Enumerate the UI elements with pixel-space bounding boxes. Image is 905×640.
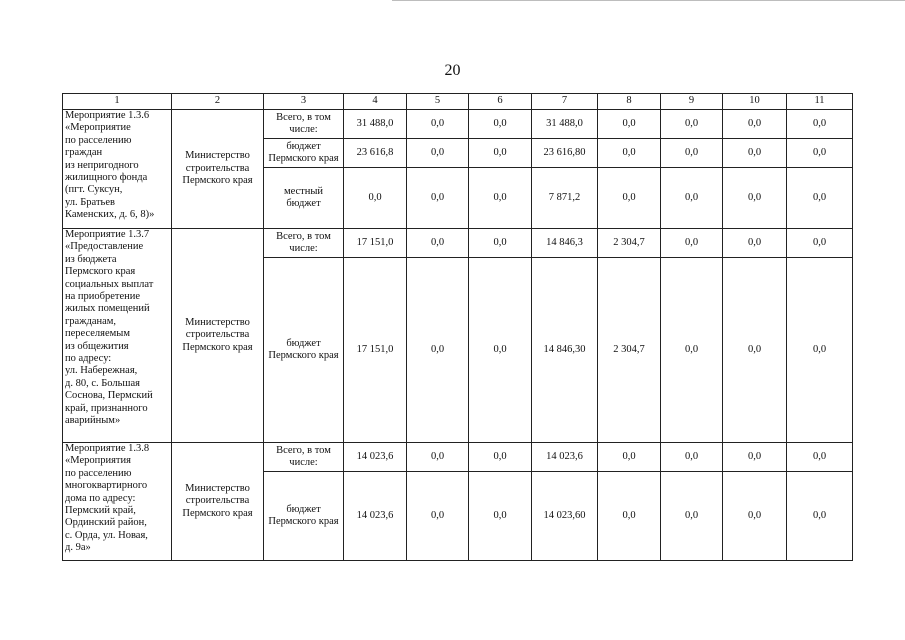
value-cell: 0,0 bbox=[407, 110, 469, 139]
executor-cell: Министерство строительства Пермского края bbox=[172, 443, 264, 561]
value-cell: 0,0 bbox=[598, 443, 661, 472]
funding-source-cell: бюджет Пермского края bbox=[264, 472, 344, 561]
value-cell: 0,0 bbox=[787, 472, 853, 561]
event-cell: Мероприятие 1.3.8 «Мероприятия по расселению многоквартирного дома по адресу: Пермский край, Ординский район, с. Орда, ул. Новая, д. 9а» bbox=[63, 443, 172, 561]
header-cell: 8 bbox=[598, 94, 661, 110]
value-cell: 14 846,30 bbox=[532, 258, 598, 443]
funding-source-cell: Всего, в том числе: bbox=[264, 229, 344, 258]
funding-source-cell: Всего, в том числе: bbox=[264, 110, 344, 139]
funding-source-cell: бюджет Пермского края bbox=[264, 258, 344, 443]
value-cell: 23 616,80 bbox=[532, 139, 598, 168]
funding-source-cell: Всего, в том числе: bbox=[264, 443, 344, 472]
value-cell: 0,0 bbox=[723, 168, 787, 229]
executor-cell: Министерство строительства Пермского края bbox=[172, 229, 264, 443]
value-cell: 31 488,0 bbox=[344, 110, 407, 139]
header-cell: 10 bbox=[723, 94, 787, 110]
value-cell: 0,0 bbox=[598, 168, 661, 229]
value-cell: 0,0 bbox=[598, 110, 661, 139]
value-cell: 0,0 bbox=[469, 472, 532, 561]
funding-source-cell: местный бюджет bbox=[264, 168, 344, 229]
value-cell: 14 023,6 bbox=[344, 443, 407, 472]
value-cell: 0,0 bbox=[661, 168, 723, 229]
value-cell: 0,0 bbox=[723, 443, 787, 472]
value-cell: 0,0 bbox=[661, 443, 723, 472]
header-cell: 11 bbox=[787, 94, 853, 110]
value-cell: 0,0 bbox=[407, 168, 469, 229]
value-cell: 17 151,0 bbox=[344, 258, 407, 443]
value-cell: 0,0 bbox=[723, 229, 787, 258]
value-cell: 14 023,60 bbox=[532, 472, 598, 561]
header-cell: 1 bbox=[63, 94, 172, 110]
value-cell: 14 846,3 bbox=[532, 229, 598, 258]
table-row bbox=[63, 229, 853, 258]
page-number: 20 bbox=[444, 62, 461, 79]
value-cell: 0,0 bbox=[787, 168, 853, 229]
event-cell: Мероприятие 1.3.6 «Мероприятие по расселению граждан из непригодного жилищного фонда (пгт. Суксун, ул. Братьев Каменских, д. 6, 8)» bbox=[63, 110, 172, 229]
funding-source-cell: бюджет Пермского края bbox=[264, 139, 344, 168]
value-cell: 0,0 bbox=[723, 139, 787, 168]
value-cell: 0,0 bbox=[407, 472, 469, 561]
value-cell: 0,0 bbox=[787, 110, 853, 139]
value-cell: 2 304,7 bbox=[598, 258, 661, 443]
value-cell: 23 616,8 bbox=[344, 139, 407, 168]
value-cell: 0,0 bbox=[469, 443, 532, 472]
value-cell: 0,0 bbox=[598, 472, 661, 561]
value-cell: 0,0 bbox=[469, 258, 532, 443]
value-cell: 0,0 bbox=[661, 472, 723, 561]
value-cell: 0,0 bbox=[787, 229, 853, 258]
value-cell: 0,0 bbox=[787, 443, 853, 472]
value-cell: 0,0 bbox=[661, 229, 723, 258]
value-cell: 0,0 bbox=[407, 258, 469, 443]
value-cell: 0,0 bbox=[469, 110, 532, 139]
value-cell: 0,0 bbox=[407, 443, 469, 472]
value-cell: 14 023,6 bbox=[344, 472, 407, 561]
value-cell: 0,0 bbox=[469, 168, 532, 229]
value-cell: 7 871,2 bbox=[532, 168, 598, 229]
header-cell: 6 bbox=[469, 94, 532, 110]
header-cell: 5 bbox=[407, 94, 469, 110]
header-cell: 9 bbox=[661, 94, 723, 110]
value-cell: 0,0 bbox=[787, 258, 853, 443]
value-cell: 0,0 bbox=[787, 139, 853, 168]
event-cell: Мероприятие 1.3.7 «Предоставление из бюджета Пермского края социальных выплат на приобретение жилых помещений гражданам, переселяемым из общежития по адресу: ул. Набережная, д. 80, с. Большая Соснова, Пермский край, признанного аварийным» bbox=[63, 229, 172, 443]
value-cell: 0,0 bbox=[661, 258, 723, 443]
executor-cell: Министерство строительства Пермского края bbox=[172, 110, 264, 229]
value-cell: 0,0 bbox=[723, 258, 787, 443]
value-cell: 0,0 bbox=[407, 229, 469, 258]
header-cell: 7 bbox=[532, 94, 598, 110]
header-cell: 2 bbox=[172, 94, 264, 110]
budget-table bbox=[62, 93, 853, 561]
value-cell: 0,0 bbox=[661, 139, 723, 168]
value-cell: 2 304,7 bbox=[598, 229, 661, 258]
value-cell: 0,0 bbox=[407, 139, 469, 168]
table-row bbox=[63, 443, 853, 472]
table-row bbox=[63, 110, 853, 139]
value-cell: 0,0 bbox=[661, 110, 723, 139]
value-cell: 0,0 bbox=[723, 110, 787, 139]
value-cell: 14 023,6 bbox=[532, 443, 598, 472]
value-cell: 0,0 bbox=[723, 472, 787, 561]
table-header-row bbox=[63, 94, 853, 110]
header-cell: 4 bbox=[344, 94, 407, 110]
table-body bbox=[63, 110, 853, 561]
value-cell: 17 151,0 bbox=[344, 229, 407, 258]
header-cell: 3 bbox=[264, 94, 344, 110]
value-cell: 0,0 bbox=[469, 229, 532, 258]
top-rule bbox=[392, 0, 905, 1]
value-cell: 31 488,0 bbox=[532, 110, 598, 139]
value-cell: 0,0 bbox=[598, 139, 661, 168]
value-cell: 0,0 bbox=[469, 139, 532, 168]
value-cell: 0,0 bbox=[344, 168, 407, 229]
